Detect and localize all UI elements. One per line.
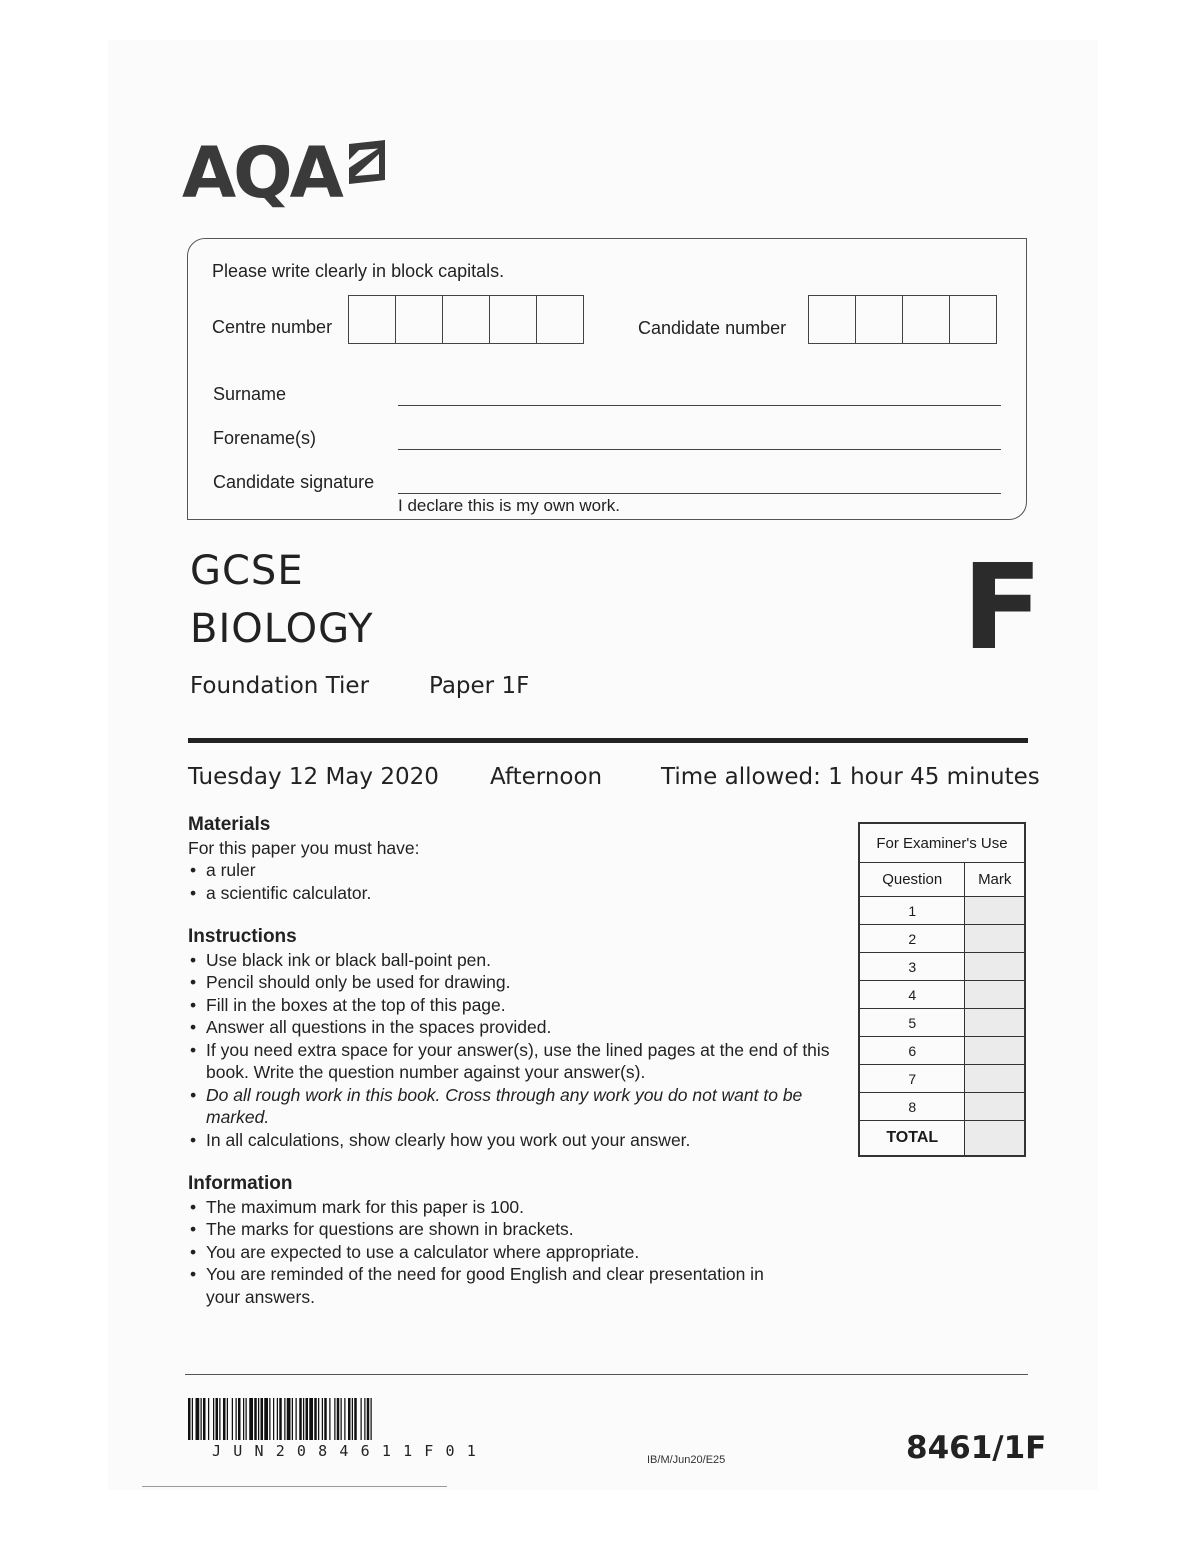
instructions-heading: Instructions [188, 926, 297, 947]
barcode-bar [364, 1398, 365, 1440]
barcode-text: JUN2084611F01 [212, 1442, 488, 1460]
barcode-bar [249, 1398, 253, 1440]
barcode-bar [264, 1398, 268, 1440]
barcode-bar [243, 1398, 244, 1440]
barcode-bar [203, 1398, 206, 1440]
question-number: 1 [859, 897, 965, 925]
examiners-use-table [858, 822, 1026, 1157]
mark-cell [965, 953, 1025, 981]
instruction-item: • If you need extra space for your answer(s), use the lined pages at the end of this book. Write the question number against your answer(s). [188, 1039, 838, 1084]
barcode-bar [292, 1398, 293, 1440]
information-heading: Information [188, 1173, 293, 1194]
barcode-bar [296, 1398, 297, 1440]
declaration-text: I declare this is my own work. [398, 496, 621, 515]
surname-label: Surname [213, 384, 287, 404]
barcode-bar [334, 1398, 335, 1440]
reference-code: IB/M/Jun20/E25 [647, 1454, 726, 1466]
candidate-number-cell[interactable] [903, 296, 950, 343]
barcode-bar [188, 1398, 191, 1440]
barcode-bar [354, 1398, 357, 1440]
barcode-bar [303, 1398, 304, 1440]
question-number: 5 [859, 1009, 965, 1037]
barcode-bar [246, 1398, 247, 1440]
question-number: 6 [859, 1037, 965, 1065]
materials-heading: Materials [188, 814, 271, 835]
barcode-bar [299, 1398, 302, 1440]
centre-number-cell[interactable] [443, 296, 490, 343]
barcode-bar [341, 1398, 342, 1440]
candidate-number-label: Candidate number [638, 318, 787, 338]
barcode-bar [287, 1398, 291, 1440]
barcode-bar [306, 1398, 309, 1440]
examiners-use-title: For Examiner's Use [859, 823, 1025, 863]
qualification-title: GCSE [190, 548, 304, 594]
divider-rule [188, 738, 1028, 743]
surname-line[interactable] [398, 405, 1001, 406]
total-label: TOTAL [859, 1121, 965, 1157]
barcode-bar [329, 1398, 330, 1440]
barcode-bar [324, 1398, 327, 1440]
signature-line[interactable] [398, 493, 1001, 494]
barcode-bar [236, 1398, 237, 1440]
instruction-item: • Answer all questions in the spaces provided. [188, 1016, 838, 1039]
barcode-bar [213, 1398, 214, 1440]
barcode-bar [348, 1398, 351, 1440]
barcode-bar [216, 1398, 219, 1440]
question-number: 4 [859, 981, 965, 1009]
barcode-bar [196, 1398, 200, 1440]
candidate-number-boxes[interactable] [808, 295, 997, 344]
instruction-item: • Fill in the boxes at the top of this page. [188, 994, 838, 1017]
question-column-header: Question [859, 863, 965, 897]
tier-label: Foundation Tier [190, 673, 370, 699]
candidate-details-box [187, 238, 1027, 520]
aqa-logo [182, 132, 391, 214]
instruction-item: • Do all rough work in this book. Cross through any work you do not want to be marked. [188, 1084, 806, 1129]
paper-label: Paper 1F [429, 673, 530, 699]
materials-intro: For this paper you must have: [188, 837, 420, 858]
forenames-label: Forename(s) [213, 428, 317, 448]
barcode-bar [273, 1398, 274, 1440]
barcode-bar [208, 1398, 209, 1440]
time-allowed: Time allowed: 1 hour 45 minutes [661, 764, 1040, 790]
barcode-bar [367, 1398, 370, 1440]
tier-letter: F [962, 538, 1043, 676]
barcode-bar [344, 1398, 345, 1440]
centre-number-cell[interactable] [537, 296, 583, 343]
information-section [188, 1173, 788, 1308]
instruction-item: • Use black ink or black ball-point pen. [188, 949, 838, 972]
instructions-section [188, 926, 838, 1151]
materials-item: • a ruler [188, 859, 828, 882]
barcode-bar [261, 1398, 264, 1440]
mark-cell [965, 1093, 1025, 1121]
barcode-bar [284, 1398, 285, 1440]
block-capitals-instruction: Please write clearly in block capitals. [212, 261, 505, 281]
barcode-bar [258, 1398, 259, 1440]
centre-number-cell[interactable] [490, 296, 537, 343]
materials-section [188, 814, 828, 904]
materials-item: • a scientific calculator. [188, 882, 828, 905]
barcode-bar [352, 1398, 353, 1440]
centre-number-label: Centre number [212, 317, 333, 337]
centre-number-boxes[interactable] [348, 295, 584, 344]
barcode-bar [371, 1398, 372, 1440]
candidate-number-cell[interactable] [856, 296, 903, 343]
mark-cell [965, 897, 1025, 925]
mark-cell [965, 1009, 1025, 1037]
question-number: 8 [859, 1093, 965, 1121]
instruction-item: • Pencil should only be used for drawing. [188, 971, 838, 994]
barcode-bar [337, 1398, 340, 1440]
barcode-bar [279, 1398, 282, 1440]
subject-title: BIOLOGY [190, 606, 374, 652]
barcode-bar [223, 1398, 226, 1440]
forenames-line[interactable] [398, 449, 1001, 450]
aqa-logo-mark-icon [345, 138, 391, 186]
mark-cell [965, 1037, 1025, 1065]
barcode-bar [227, 1398, 228, 1440]
barcode-bar [309, 1398, 313, 1440]
barcode-bar [269, 1398, 270, 1440]
information-item: • You are expected to use a calculator where appropriate. [188, 1241, 788, 1264]
paper-code: 8461/1F [906, 1430, 1047, 1466]
question-number: 7 [859, 1065, 965, 1093]
centre-number-cell[interactable] [396, 296, 443, 343]
instruction-item: • In all calculations, show clearly how you work out your answer. [188, 1129, 838, 1152]
mark-column-header: Mark [965, 863, 1025, 897]
candidate-number-cell[interactable] [950, 296, 996, 343]
mark-cell [965, 925, 1025, 953]
information-item: • You are reminded of the need for good English and clear presentation in your answers. [188, 1263, 788, 1308]
scan-edge-line [142, 1486, 447, 1487]
question-number: 2 [859, 925, 965, 953]
centre-number-cell[interactable] [349, 296, 396, 343]
barcode-bar [361, 1398, 362, 1440]
barcode-bar [318, 1398, 319, 1440]
barcode-bar [238, 1398, 241, 1440]
barcode-bar [201, 1398, 202, 1440]
footer-rule [185, 1374, 1028, 1375]
information-item: • The marks for questions are shown in brackets. [188, 1218, 788, 1241]
candidate-number-cell[interactable] [809, 296, 856, 343]
total-mark-cell [965, 1121, 1025, 1157]
barcode-bar [277, 1398, 278, 1440]
question-number: 3 [859, 953, 965, 981]
signature-label: Candidate signature [213, 472, 375, 492]
exam-session: Afternoon [490, 764, 603, 790]
logo-text: AQA [182, 132, 341, 214]
mark-cell [965, 981, 1025, 1009]
barcode-bar [314, 1398, 317, 1440]
barcode-bar [254, 1398, 257, 1440]
barcode-bar [219, 1398, 220, 1440]
barcode [188, 1398, 530, 1440]
barcode-bar [322, 1398, 323, 1440]
information-item: • The maximum mark for this paper is 100. [188, 1196, 788, 1219]
mark-cell [965, 1065, 1025, 1093]
exam-date: Tuesday 12 May 2020 [188, 764, 439, 790]
barcode-bar [232, 1398, 233, 1440]
barcode-bar [192, 1398, 193, 1440]
